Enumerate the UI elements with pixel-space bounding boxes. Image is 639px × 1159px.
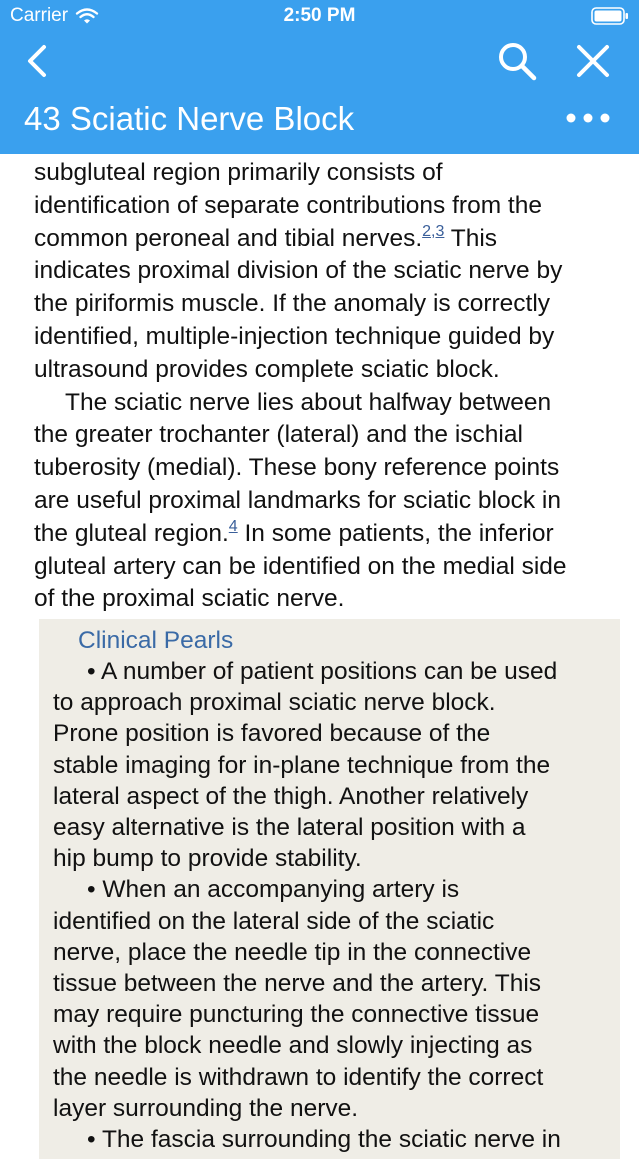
battery-icon: [591, 7, 629, 25]
clinical-pearls-box: [39, 619, 620, 1159]
text-line: identified on the lateral side of the sciatic: [53, 907, 495, 935]
text-fragment: This: [444, 224, 498, 252]
reference-link[interactable]: 4: [228, 517, 238, 535]
pearl-item: [53, 874, 618, 1124]
pearl-item: [53, 656, 618, 874]
more-button[interactable]: [556, 98, 620, 138]
text-line: to approach proximal sciatic nerve block.: [53, 689, 496, 717]
text-line: indicates proximal division of the sciatic nerve by: [34, 257, 563, 285]
header: [0, 0, 639, 154]
text-line: may require puncturing the connective tissue: [53, 1001, 540, 1029]
text-line: easy alternative is the lateral position with a: [53, 814, 526, 842]
text-fragment: common peroneal and tibial nerves.: [34, 224, 423, 252]
paragraph: [34, 387, 624, 617]
search-icon: [497, 41, 537, 81]
text-line: tissue between the nerve and the artery. This: [53, 970, 542, 998]
article-body: [34, 157, 624, 616]
title-bar: [0, 88, 639, 154]
close-icon: [576, 44, 610, 78]
text-line: [34, 518, 624, 551]
text-line: the greater trochanter (lateral) and the ischial: [34, 421, 523, 449]
text-line: hip bump to provide stability.: [53, 845, 362, 873]
text-line: gluteal artery can be identified on the medial side: [34, 552, 567, 580]
text-fragment: In some patients, the inferior: [237, 519, 554, 547]
status-time: 2:50 PM: [283, 5, 356, 26]
article-content: [0, 154, 639, 1154]
text-line: are useful proximal landmarks for sciatic block in: [34, 486, 561, 514]
text-line: subgluteal region primarily consists of: [34, 159, 443, 186]
text-line: tuberosity (medial). These bony reference points: [34, 454, 560, 482]
search-button[interactable]: [490, 34, 544, 88]
paragraph: [34, 157, 624, 387]
text-line: • A number of patient positions can be used: [87, 658, 558, 685]
text-line: lateral aspect of the thigh. Another relatively: [53, 782, 529, 810]
page-title: 43 Sciatic Nerve Block: [24, 100, 355, 137]
text-line: stable imaging for in-plane technique from the: [53, 751, 551, 779]
text-line: identification of separate contributions from the: [34, 191, 542, 219]
carrier-label: Carrier: [10, 5, 69, 26]
pearl-item: [53, 1124, 618, 1155]
clinical-pearls-list: [53, 656, 618, 1155]
status-bar: [0, 0, 639, 34]
nav-bar: [0, 34, 639, 88]
text-line: identified, multiple-injection technique guided by: [34, 322, 555, 350]
text-line: the needle is withdrawn to identify the correct: [53, 1063, 544, 1091]
chevron-left-icon: [25, 44, 49, 78]
text-line: • When an accompanying artery is: [87, 876, 460, 904]
more-horizontal-icon: [565, 112, 611, 124]
text-line: Prone position is favored because of the: [53, 720, 491, 748]
back-button[interactable]: [10, 34, 64, 88]
reference-link[interactable]: 2,3: [422, 222, 445, 240]
text-line: layer surrounding the nerve.: [53, 1094, 359, 1122]
text-line: ultrasound provides complete sciatic block.: [34, 355, 500, 383]
text-line: The sciatic nerve lies about halfway between: [65, 388, 552, 416]
text-line: of the proximal sciatic nerve.: [34, 585, 345, 613]
text-line: the piriformis muscle. If the anomaly is correctly: [34, 290, 551, 318]
close-button[interactable]: [566, 34, 620, 88]
text-line: • The fascia surrounding the sciatic nerve in: [87, 1126, 561, 1154]
text-line: [34, 223, 624, 256]
clinical-pearls-heading: Clinical Pearls: [78, 627, 234, 654]
text-fragment: the gluteal region.: [34, 519, 229, 547]
text-line: with the block needle and slowly injecting as: [53, 1032, 533, 1060]
text-line: nerve, place the needle tip in the connective: [53, 938, 532, 966]
